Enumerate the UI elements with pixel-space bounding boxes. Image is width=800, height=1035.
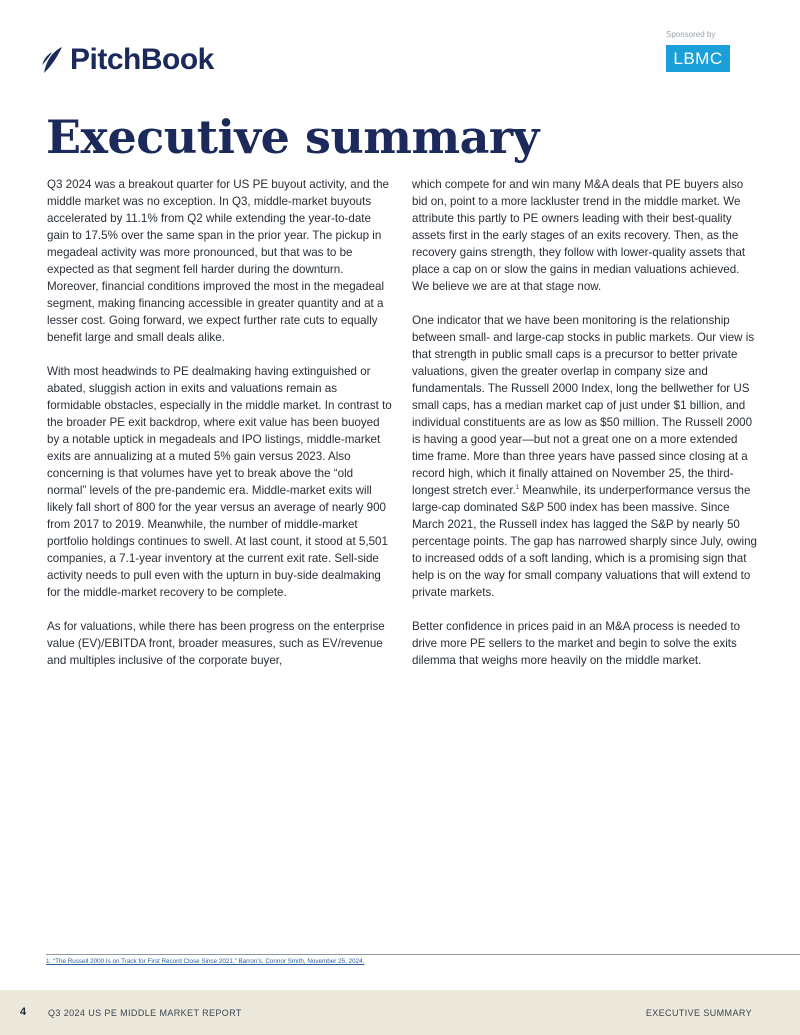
paragraph: Better confidence in prices paid in an M&A process is needed to drive more PE sellers to the market and begin to solve the exits dilemma that weighs more heavily on the middle market. <box>412 620 741 667</box>
pitchbook-leaf-icon <box>40 45 64 75</box>
paragraph: With most headwinds to PE dealmaking having extinguished or abated, sluggish action in exits and valuations remain as formidable obstacles, especially in the middle market. In contrast to the broader PE exit backdrop, where exit value has been buoyed by a notable uptick in megadeals and IPO listings, middle-market exits are annualizing at a muted 5% gain versus 2023. Also concerning is that volumes have yet to break above the “old normal” levels of the pre-pandemic era. Middle-market exits will likely fall short of 800 for the year versus an average of nearly 900 from 2017 to 2019. Meanwhile, the number of middle-market portfolio holdings continues to swell. At last count, it stood at 5,501 companies, a 7.1-year inventory at the current exit rate. Sell-side activity needs to pull even with the upturn in buy-side dealmaking for the middle-market recovery to be complete. <box>47 365 392 599</box>
left-column <box>47 176 392 686</box>
section-name: EXECUTIVE SUMMARY <box>645 1008 752 1018</box>
page-title: Executive summary <box>46 110 539 164</box>
footnote-divider <box>46 954 800 955</box>
paragraph-text: One indicator that we have been monitoring is the relationship between small- and large-cap stocks in public markets. Our view is that strength in public small caps is a precursor to better private valuations, given the greater overlap in company size and fundamentals. The Russell 2000 Index, long the bellwether for US small caps, has a median market cap of just under $1 billion, and individual constituents are as low as $50 million. The Russell 2000 is having a good year—but not a great one on a more extended time frame. More than three years have passed since closing at a record high, which it finally attained on November 25, the third-longest stretch ever. <box>412 314 755 497</box>
footnote-reference[interactable]: 1 <box>515 485 520 492</box>
paragraph <box>412 312 757 601</box>
paragraph: As for valuations, while there has been progress on the enterprise value (EV)/EBITDA front, broader measures, such as EV/revenue and multiples inclusive of the corporate buyer, <box>47 620 385 667</box>
right-column <box>412 176 757 686</box>
logo-text: PitchBook <box>70 43 214 76</box>
sponsor-logo: LBMC <box>666 45 730 72</box>
pitchbook-logo <box>40 42 214 78</box>
paragraph: Q3 2024 was a breakout quarter for US PE buyout activity, and the middle market was no exception. In Q3, middle-market buyouts accelerated by 11.1% from Q2 while extending the year-to-date gain to 17.5% over the same span in the prior year. The pickup in megadeal activity was more pronounced, but that was to be expected as that segment fell harder during the downturn. Moreover, financial conditions improved the most in the megadeal segment, making financing accessible in greater quantity and at a lesser cost. Going forward, we expect further rate cuts to equally benefit large and small deals alike. <box>47 178 389 344</box>
page-footer <box>0 990 800 1035</box>
footnote-link[interactable]: 1: “The Russell 2000 Is on Track for First Record Close Since 2021,” Barron’s, Connor Smith, November 25, 2024. <box>46 958 365 965</box>
paragraph-text: Meanwhile, its underperformance versus the large-cap dominated S&P 500 index has been massive. Since March 2021, the Russell index has lagged the S&P by nearly 50 percentage points. The gap has narrowed sharply since July, owing to increased odds of a soft landing, which is a promising sign that help is on the way for small company valuations that will extend to private markets. <box>412 484 758 599</box>
sponsor-label: Sponsored by <box>666 30 716 39</box>
report-title: Q3 2024 US PE MIDDLE MARKET REPORT <box>48 1008 242 1018</box>
page-number: 4 <box>20 1006 27 1018</box>
paragraph: which compete for and win many M&A deals that PE buyers also bid on, point to a more lackluster trend in the middle market. We attribute this partly to PE owners leading with their best-quality assets first in the early stages of an exits recovery. Then, as the recovery gains strength, they follow with lower-quality assets that place a cap on or slow the gains in median valuations achieved. We believe we are at that stage now. <box>412 178 746 293</box>
